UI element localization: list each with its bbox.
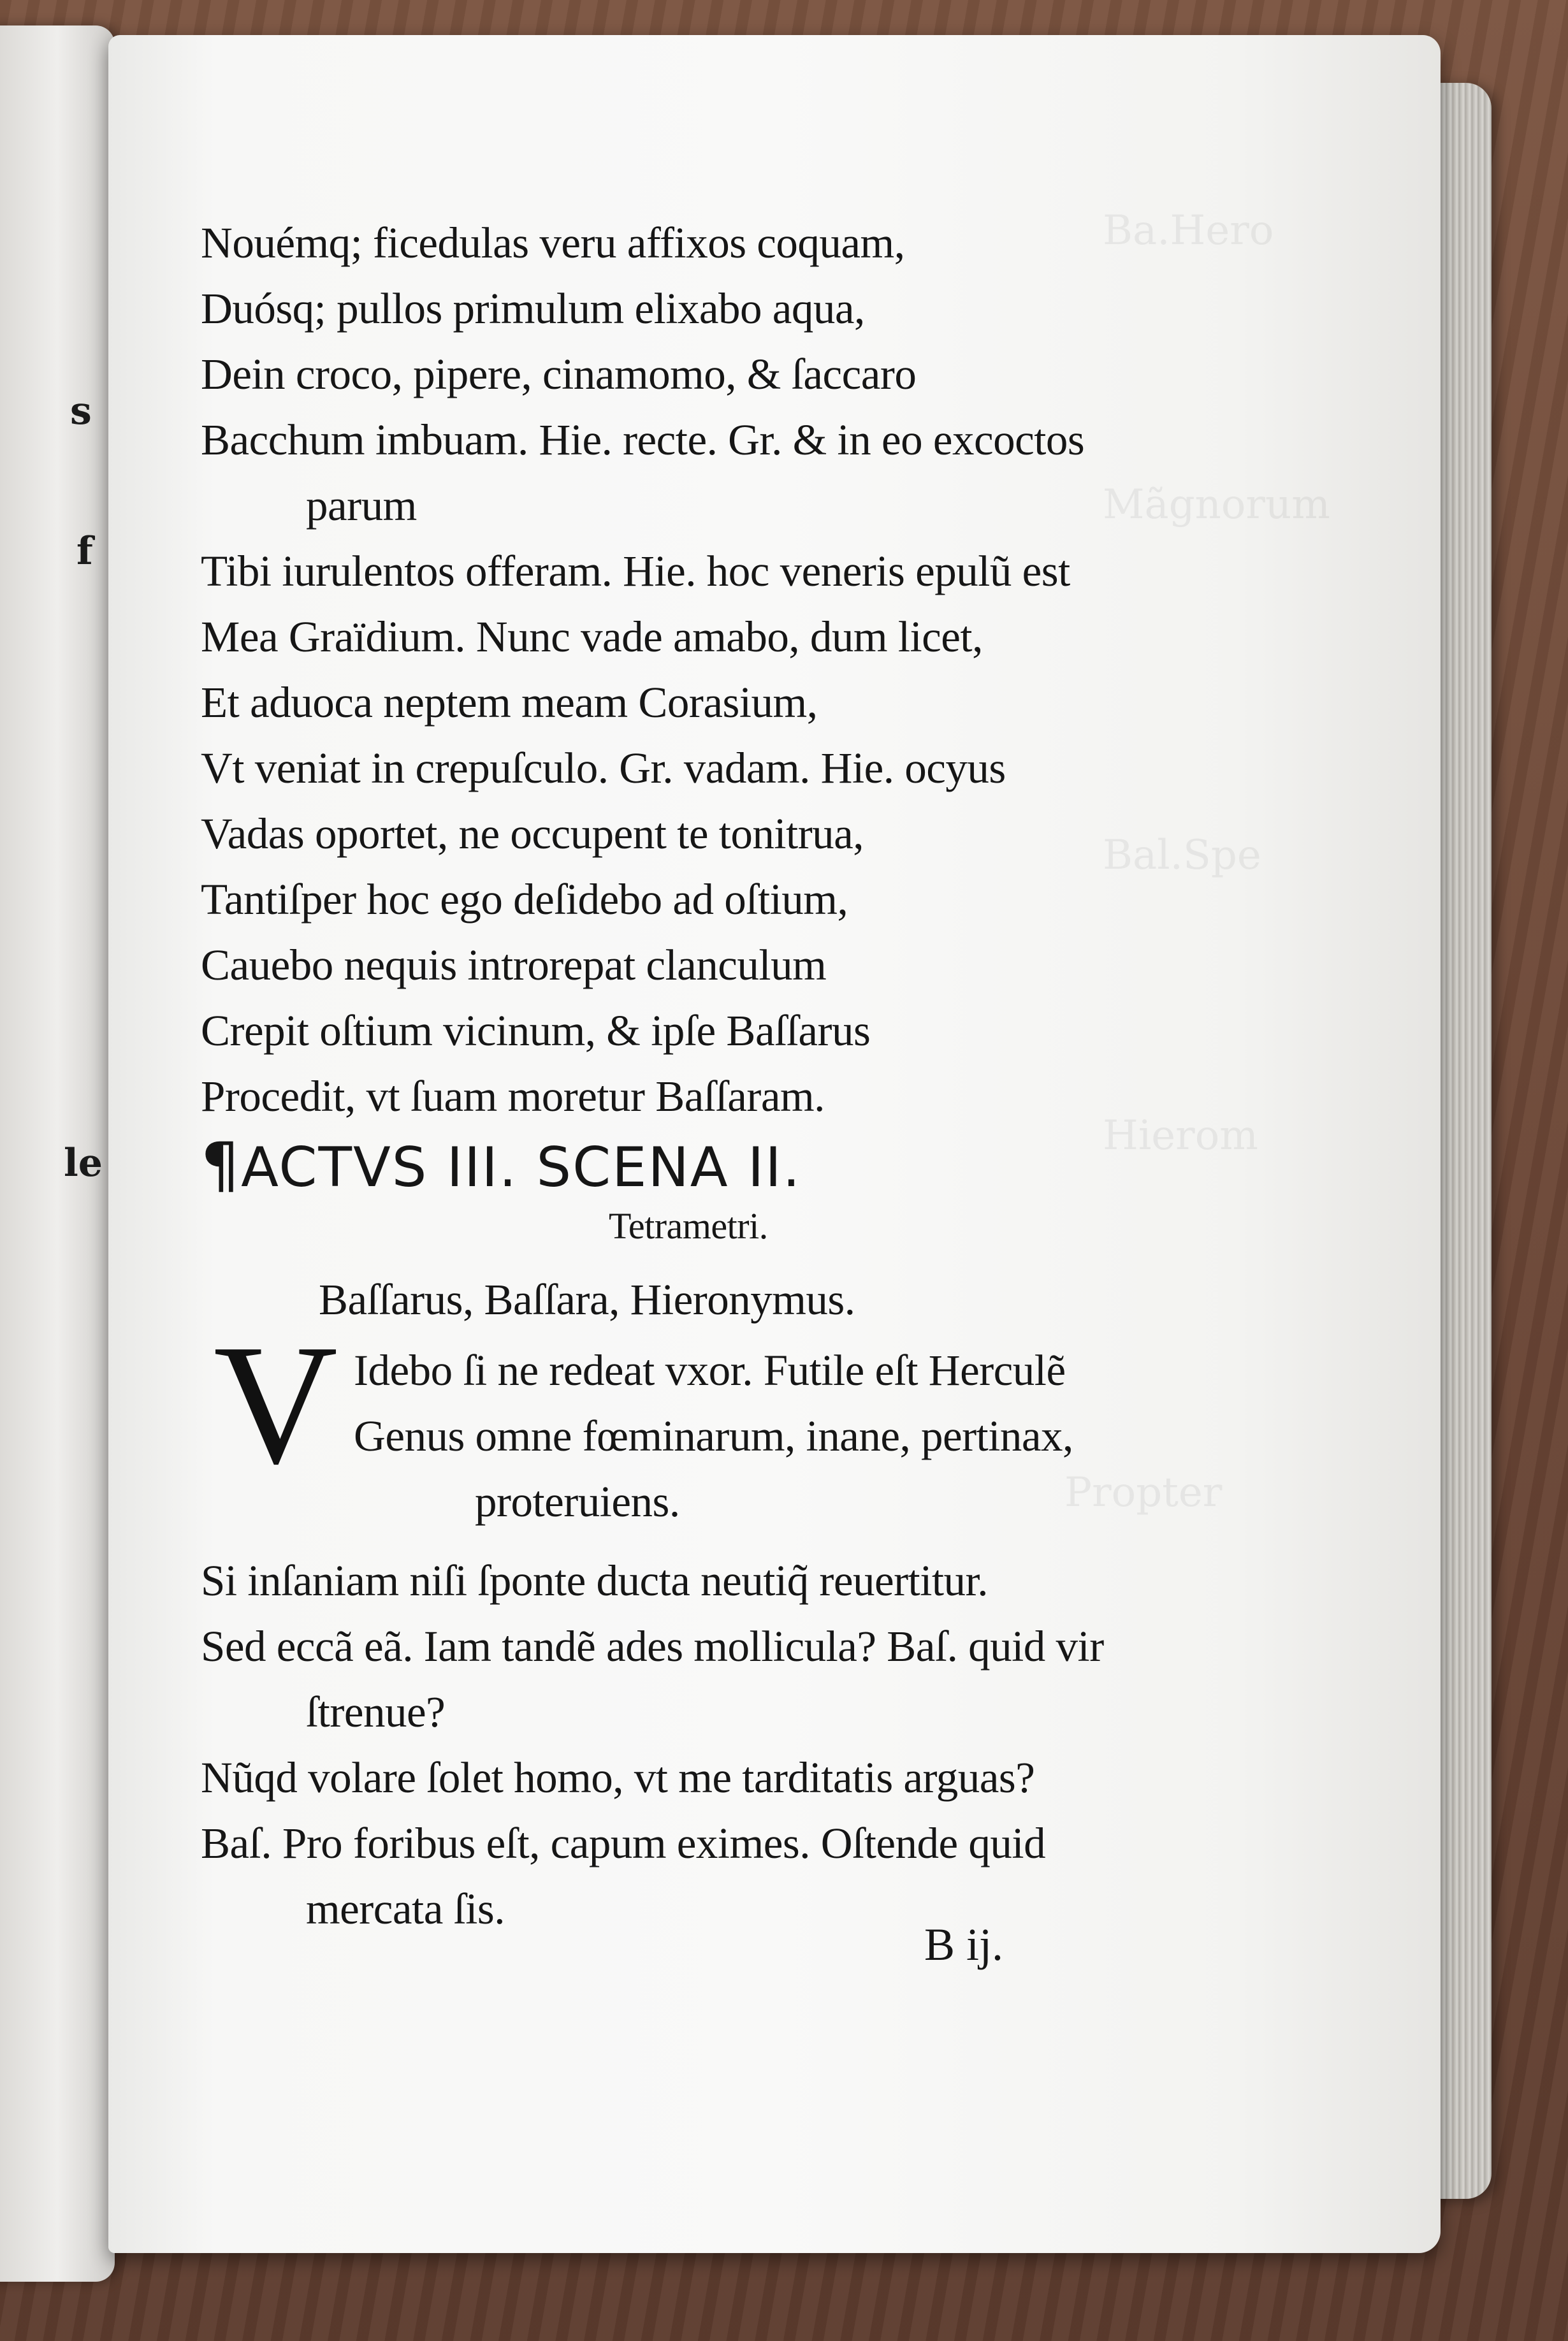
verse-line: Baſ. Pro foribus eſt, capum eximes. Oſtende quid <box>201 1819 1046 1867</box>
verse-line-continuation: mercata ſis. <box>306 1885 505 1933</box>
scene-heading-text: ACTVS III. SCENA II. <box>241 1136 802 1199</box>
verse-line-continuation: ſtrenue? <box>306 1688 446 1736</box>
verse-line: Crepit oſtium vicinum, & ipſe Baſſarus <box>201 1006 871 1055</box>
verse-line: Duósq; pullos primulum elixabo aqua, <box>201 284 865 333</box>
verse-line: Mea Graïdium. Nunc vade amabo, dum licet, <box>201 612 983 661</box>
show-through-text: Ba.Hero <box>1103 207 1274 254</box>
verse-line: Dein croco, pipere, cinamomo, & ſaccaro <box>201 350 917 398</box>
meter-label: Tetrametri. <box>609 1205 768 1247</box>
page-text <box>201 210 1252 1942</box>
dramatis-personae: Baſſarus, Baſſara, Hieronymus. <box>319 1275 855 1324</box>
dropcap-paragraph <box>201 1309 1252 1548</box>
verse-line: Vadas oportet, ne occupent te tonitrua, <box>201 809 864 858</box>
scene-heading <box>201 1129 1252 1201</box>
drop-cap-initial: V <box>214 1309 338 1500</box>
show-through-text: Hierom <box>1103 1112 1258 1159</box>
facing-page-fragment: s <box>70 389 92 433</box>
verse-line: Bacchum imbuam. Hie. recte. Gr. & in eo excoctos <box>201 416 1085 464</box>
show-through-text: Bal.Spe <box>1103 832 1261 879</box>
facing-page-edge <box>0 25 115 2282</box>
verse-line: Procedit, vt ſuam moretur Baſſaram. <box>201 1072 825 1120</box>
verse-line: Genus omne fœminarum, inane, pertinax, <box>354 1412 1073 1460</box>
show-through-text: Mãgnorum <box>1103 481 1330 528</box>
verse-line-continuation: parum <box>306 481 417 530</box>
verse-line: Et aduoca neptem meam Corasium, <box>201 678 818 727</box>
verse-line: Vt veniat in crepuſculo. Gr. vadam. Hie. ocyus <box>201 744 1006 792</box>
facing-page-fragment: le <box>64 1141 103 1185</box>
facing-page-fragment: f <box>76 529 93 574</box>
pilcrow-mark: ¶ <box>201 1129 242 1201</box>
verse-line: Cauebo nequis introrepat clanculum <box>201 941 827 989</box>
verse-line: Si inſaniam niſi ſponte ducta neutiq̃ reuertitur. <box>201 1556 988 1605</box>
verse-line-continuation: proteruiens. <box>475 1477 680 1526</box>
verse-line: Nũqd volare ſolet homo, vt me tarditatis arguas? <box>201 1753 1035 1802</box>
verse-line: Tibi iurulentos offeram. Hie. hoc veneris epulũ est <box>201 547 1070 595</box>
verse-line: Idebo ſi ne redeat vxor. Futile eſt Herculẽ <box>354 1346 1066 1395</box>
verse-line: Nouémq; ficedulas veru affixos coquam, <box>201 219 905 267</box>
verse-line: Tantiſper hoc ego deſidebo ad oſtium, <box>201 875 848 924</box>
verse-line: Sed eccã eã. Iam tandẽ ades mollicula? Baſ. quid vir <box>201 1622 1104 1671</box>
signature-mark: B ij. <box>924 1919 1004 1970</box>
show-through-text: Propter <box>1064 1469 1223 1516</box>
